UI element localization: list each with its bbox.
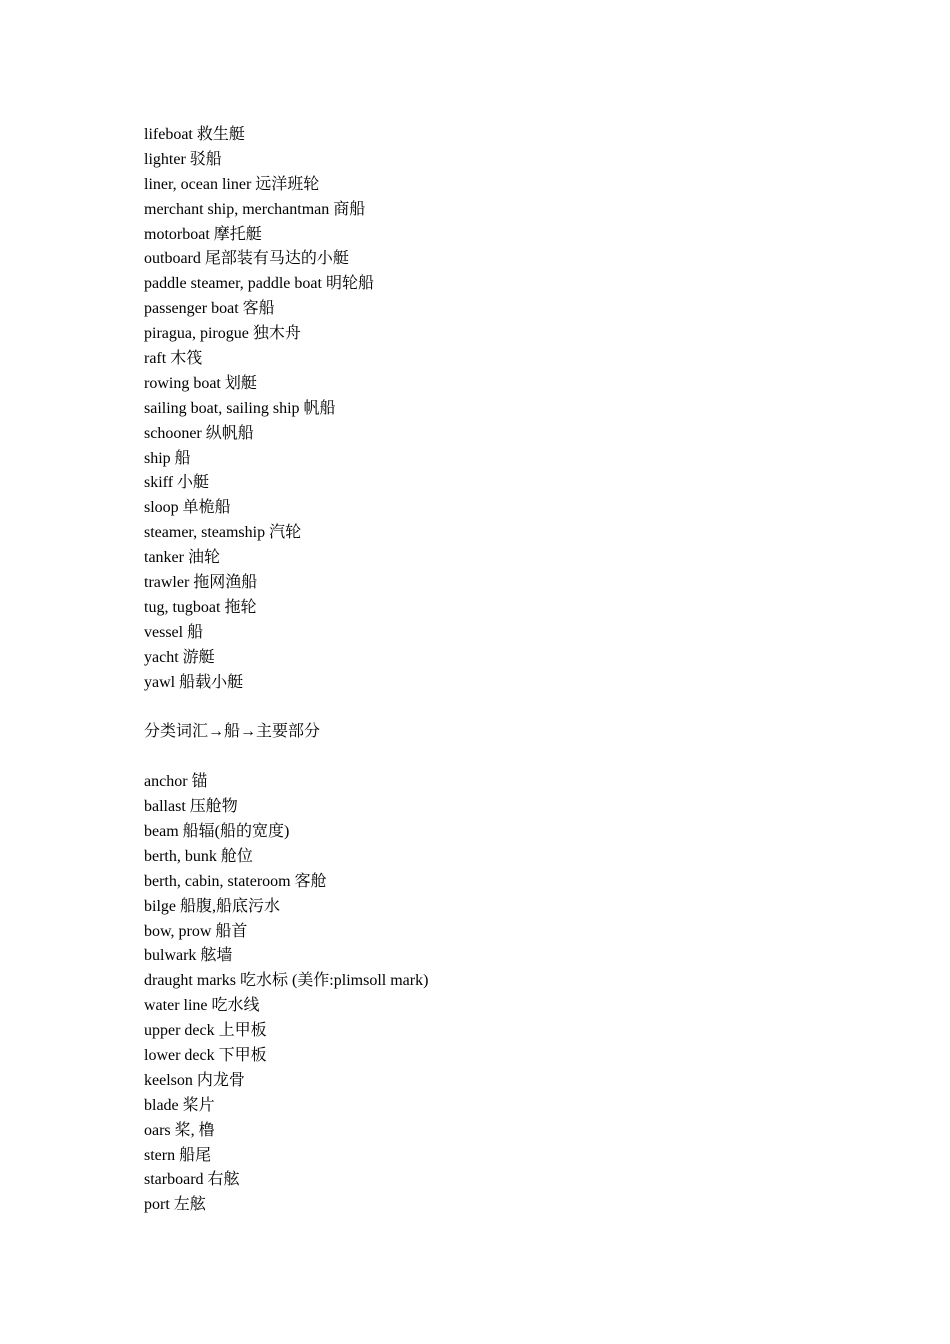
list-item: keelson 内龙骨 — [144, 1071, 245, 1089]
list-item: port 左舷 — [144, 1196, 206, 1214]
list-item: bow, prow 船首 — [144, 922, 248, 940]
list-item: outboard 尾部装有马达的小艇 — [144, 250, 349, 268]
list-item: stern 船尾 — [144, 1146, 212, 1164]
list-item: ballast 压舱物 — [144, 798, 238, 816]
list-item: ship 船 — [144, 449, 191, 467]
list-item: paddle steamer, paddle boat 明轮船 — [144, 275, 374, 293]
list-item: lower deck 下甲板 — [144, 1046, 267, 1064]
list-item: skiff 小艇 — [144, 474, 210, 492]
list-item: berth, bunk 舱位 — [144, 847, 253, 865]
list-item: water line 吃水线 — [144, 997, 260, 1015]
list-item: tug, tugboat 拖轮 — [144, 598, 257, 616]
list-item: trawler 拖网渔船 — [144, 574, 258, 592]
vessel-types-list — [144, 123, 904, 695]
list-item: blade 桨片 — [144, 1096, 215, 1114]
list-item: starboard 右舷 — [144, 1171, 240, 1189]
list-item: piragua, pirogue 独木舟 — [144, 325, 301, 343]
list-item: yacht 游艇 — [144, 648, 215, 666]
list-item: steamer, steamship 汽轮 — [144, 524, 302, 542]
list-item: motorboat 摩托艇 — [144, 225, 262, 243]
list-item: vessel 船 — [144, 623, 204, 641]
list-item: sloop 单桅船 — [144, 499, 231, 517]
list-item: tanker 油轮 — [144, 549, 220, 567]
list-item: rowing boat 划艇 — [144, 374, 257, 392]
document-page — [144, 123, 904, 1218]
list-item: anchor 锚 — [144, 773, 208, 791]
list-item: oars 桨, 橹 — [144, 1121, 215, 1139]
list-item: sailing boat, sailing ship 帆船 — [144, 399, 336, 417]
list-item: schooner 纵帆船 — [144, 424, 254, 442]
list-item: bulwark 舷墙 — [144, 947, 233, 965]
list-item: raft 木筏 — [144, 350, 203, 368]
spacer — [144, 745, 904, 770]
list-item: draught marks 吃水标 (美作:plimsoll mark) — [144, 972, 429, 990]
spacer — [144, 695, 904, 720]
list-item: lighter 驳船 — [144, 150, 222, 168]
list-item: upper deck 上甲板 — [144, 1022, 267, 1040]
list-item: bilge 船腹,船底污水 — [144, 897, 280, 915]
list-item: yawl 船载小艇 — [144, 673, 244, 691]
ship-parts-list — [144, 770, 904, 1218]
list-item: passenger boat 客船 — [144, 300, 275, 318]
list-item: merchant ship, merchantman 商船 — [144, 200, 366, 218]
list-item: berth, cabin, stateroom 客舱 — [144, 872, 327, 890]
list-item: beam 船辐(船的宽度) — [144, 822, 290, 840]
list-item: lifeboat 救生艇 — [144, 126, 245, 143]
list-item: liner, ocean liner 远洋班轮 — [144, 175, 320, 193]
section-heading: 分类词汇→船→主要部分 — [144, 723, 321, 741]
